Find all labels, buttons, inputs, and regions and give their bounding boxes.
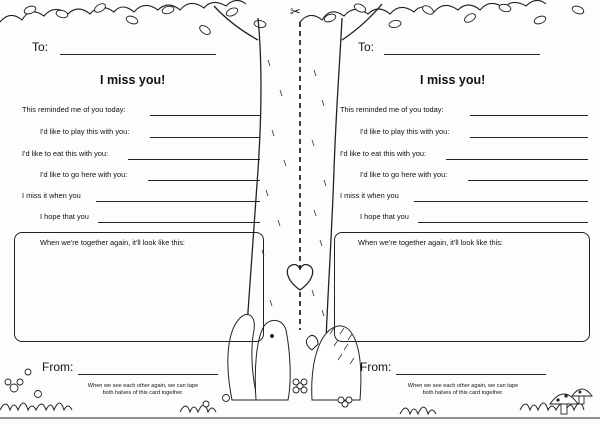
drawing-prompt: When we're together again, it'll look like this: [358, 238, 503, 247]
reminded-field[interactable] [150, 115, 260, 116]
prompt-hope: I hope that you [360, 212, 409, 221]
prompt-go: I'd like to go here with you: [40, 170, 128, 179]
drawing-box[interactable] [14, 232, 264, 342]
prompt-play: I'd like to play this with you: [40, 127, 130, 136]
prompt-play: I'd like to play this with you: [360, 127, 450, 136]
scissors-icon: ✂ [290, 4, 301, 19]
prompt-miss: I miss it when you [22, 191, 81, 200]
drawing-box[interactable] [334, 232, 590, 342]
to-field[interactable] [60, 54, 216, 55]
card-title: I miss you! [100, 73, 166, 87]
drawing-prompt: When we're together again, it'll look like this: [40, 238, 185, 247]
eat-field[interactable] [446, 159, 588, 160]
miss-field[interactable] [96, 201, 260, 202]
to-field[interactable] [384, 54, 540, 55]
eat-field[interactable] [128, 159, 260, 160]
play-field[interactable] [470, 137, 588, 138]
go-field[interactable] [468, 180, 588, 181]
hope-field[interactable] [418, 222, 588, 223]
tape-note: When we see each other again, we can tape both halves of this card together. [407, 383, 519, 396]
prompt-reminded: This reminded me of you today: [340, 105, 444, 114]
from-field[interactable] [78, 374, 218, 375]
play-field[interactable] [150, 137, 260, 138]
prompt-eat: I'd like to eat this with you: [22, 149, 109, 158]
prompt-eat: I'd like to eat this with you: [340, 149, 427, 158]
prompt-reminded: This reminded me of you today: [22, 105, 126, 114]
to-label: To: [358, 40, 375, 54]
from-field[interactable] [396, 374, 546, 375]
card-title: I miss you! [420, 73, 486, 87]
hope-field[interactable] [98, 222, 260, 223]
go-field[interactable] [148, 180, 260, 181]
card-right [320, 0, 600, 424]
prompt-hope: I hope that you [40, 212, 89, 221]
prompt-go: I'd like to go here with you: [360, 170, 448, 179]
from-label: From: [42, 360, 74, 374]
reminded-field[interactable] [470, 115, 588, 116]
tape-note: When we see each other again, we can tape both halves of this card together. [87, 383, 199, 396]
prompt-miss: I miss it when you [340, 191, 399, 200]
to-label: To: [32, 40, 49, 54]
from-label: From: [360, 360, 392, 374]
miss-field[interactable] [414, 201, 588, 202]
